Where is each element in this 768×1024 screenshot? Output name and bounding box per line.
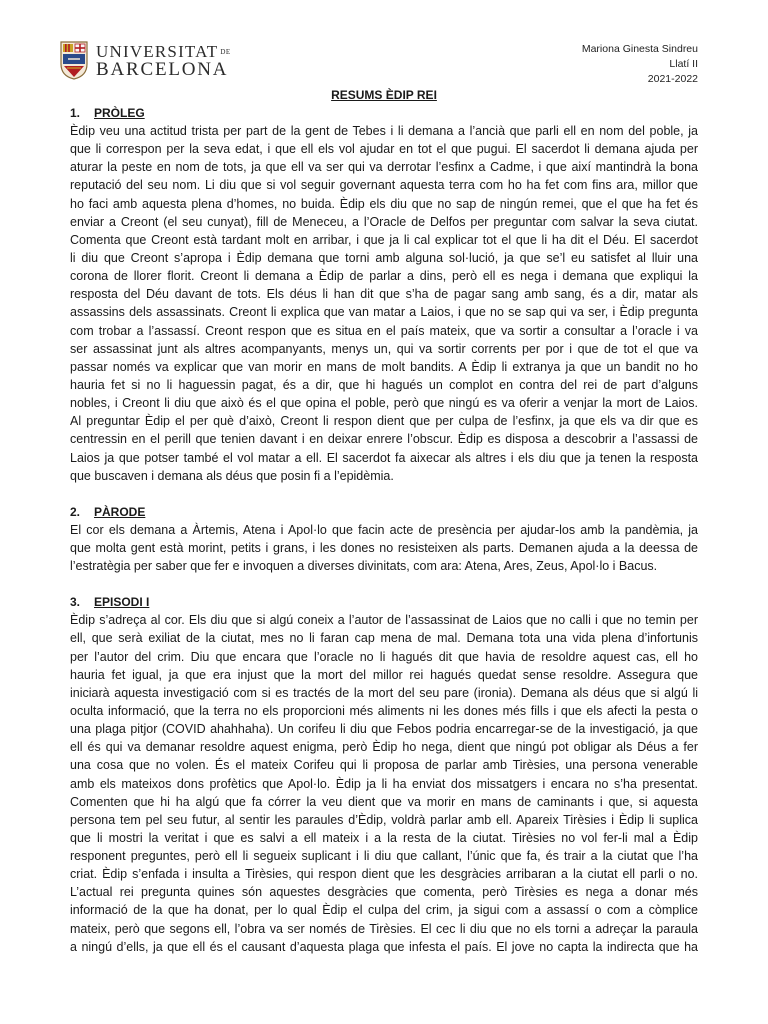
text-line: persona tem pel seu futur, al sentir les paraules d’Èdip, voldrà parlar amb ell. Apareix Tirèsies i Èdip li suplica — [70, 812, 698, 827]
text-line: oculta informació, que la terra no els proporcioni més aliments ni les dones més fills i que els afecti la pesta o — [70, 703, 698, 718]
text-line: ell és qui va demanar resoldre aquest enigma, però Èdip ho nega, dient que ningú pot obligar als Déus a fer — [70, 740, 698, 755]
text-line: centressin en el perill que tenien davant i en deixar enrere l’obscur. Èdip es disposa a descobrir a l’assassi de — [70, 432, 698, 447]
section-heading — [70, 593, 698, 611]
section-title: EPISODI I — [94, 595, 150, 610]
text-line: l’estratègia per saber que fer e invoquen a diverses divinitats, com ara: Atena, Ares, Zeus, Apol·lo i Bacus. — [70, 559, 658, 574]
text-line: una cosa que no volen. És el mateix Corifeu qui li proposa de parlar amb Tirèsies, una persona venerable — [70, 758, 698, 773]
section-title: PRÒLEG — [94, 106, 145, 120]
text-line: Èdip veu una actitud trista per part de la gent de Tebes i li demana a l’ancià que parli ell en nom del poble, ja — [70, 124, 698, 138]
section-gap — [70, 575, 698, 593]
section-heading — [70, 104, 698, 122]
section-text — [70, 521, 698, 575]
text-line: a ningú d’ells, ja que ell és el causant d’aquesta plaga que infesta el país. El jove no capta la indirecta que ha — [70, 939, 698, 954]
text-line: corona de llorer florit. Creont li demana a Èdip de parlar a dins, però ell es nega i demana que expliqui la — [70, 269, 698, 284]
logo-wordmark-line2: BARCELONA — [96, 59, 229, 80]
section-number: 1. — [70, 106, 81, 120]
university-crest-icon — [60, 40, 88, 80]
text-line: ser assassinat junt als altres acompanyants, menys un, qui va sortir corrents per por i que de tot el que va — [70, 341, 698, 356]
text-line: El cor els demana a Àrtemis, Atena i Apol·lo que facin acte de presència per ajudar-los amb la pandèmia, ja — [70, 522, 698, 537]
section-text — [70, 122, 698, 485]
text-line: li diu que Creont s’apropa i Èdip demana que torni amb alguna sol·lució, ja que se’l eu satisfet al lluir una — [70, 250, 698, 265]
text-line: mateix, però que segons ell, l’obra va ser només de Tirèsies. El cec li diu que no els torni a adreçar la paraula — [70, 921, 698, 936]
text-line: enviar a Creont (el seu cunyat), fill de Meneceu, a l’Oracle de Delfos per preguntar com salvar la seva ciutat. — [70, 214, 698, 229]
text-line: Èdip s’adreça al cor. Els diu que si algú coneix a l’autor de l’assassinat de Laios que no calli i que no temin per — [70, 613, 698, 628]
text-line: criat. Èdip s’enfada i insulta a Tirèsies, qui respon dient que les desgràcies arribaran a la ciutat ell parli o no. — [70, 867, 698, 882]
text-line: ho faci amb aquesta plena d’homes, no buida. Èdip els diu que no sap de ningún remei, que el que ha fet és — [70, 196, 698, 211]
text-line: per l’autor del crim. Diu que encara que l’oracle no li hagués dit que havia de resoldre aquest cas, ell ho — [70, 649, 698, 664]
section-number: 3. — [70, 595, 81, 610]
section-text — [70, 611, 698, 956]
text-line: reputació del seu nom. Li diu que si vol seguir governant aquesta terra com ho ha fet com fins ara, millor que — [70, 178, 698, 193]
text-line: Laios ja que potser també el vol matar a ell. El sacerdot fa aixecar als altres i els diu que ja tenen la resposta — [70, 450, 698, 465]
text-line: resposta del Déu davant de tots. Els déus li han dit que s’ha de pagar sang amb sang, és a dir, matar als — [70, 287, 698, 302]
course-name: Llatí II — [669, 58, 698, 70]
section-episodi-1 — [70, 593, 698, 956]
text-line: Al preguntar Èdip el per què d’això, Creont li respon dient que per culpa de l’esfinx, ja que els va dir que es — [70, 414, 698, 429]
text-line: que li mostri la veritat i que es salvi a ell mateix i a la resta de la ciutat. Tirèsies no vol fer-li mal a Èdip — [70, 830, 698, 845]
section-gap — [70, 485, 698, 503]
text-line: assassins dels assassinats. Creont li explica que van matar a Laios, i que no se sap qui va ser, i Èdip pregunta — [70, 305, 698, 320]
text-line: que buscaven i demana als déus que posin fi a l’epidèmia. — [70, 468, 394, 483]
document-title: RESUMS ÈDIP REI — [331, 88, 437, 102]
author-name: Mariona Ginesta Sindreu — [581, 43, 698, 55]
academic-year: 2021-2022 — [647, 73, 698, 85]
document-body — [70, 104, 698, 956]
section-parode — [70, 503, 698, 575]
text-line: Comenta que Creont està tardant molt en arribar, i que ja li cal explicar tot el que li ha dit el Déu. El sacerdot — [70, 232, 698, 247]
text-line: Comenten que hi ha algú que fa córrer la veu dient que va morir en mans de caminants i que, si aquesta — [70, 794, 698, 809]
text-line: que li correspon per la seva edat, i que ell els vol ajudar en tot el que pugui. El sacerdot li demana ajuda per — [70, 142, 698, 157]
text-line: hauria fet si no li haguessin pagat, és a dir, que hi hagués un complot en contra del rei de part d’alguns — [70, 377, 698, 392]
text-line: ell, que serà exiliat de la ciutat, mes no li faran cap mena de mal. Demana tota una vida plena d’infortunis — [70, 631, 698, 646]
text-line: que molta gent està morint, petits i grans, i les dones no resisteixen als parts. Demanen ajuda a la deessa de — [70, 540, 698, 555]
text-line: una plaga pitjor (COVID ahahhaha). Un corifeu li diu que Febos podria encarregar-se de la investigació, ja que — [70, 722, 698, 737]
text-line: iniciarà aquesta investigació com si es tractés de la mort del seu pare (ironia). Demana als déus que si algú li — [70, 685, 698, 700]
text-line: amb els mateixos dons profètics que Apol·lo. Èdip ja li ha enviat dos missatgers i encara no s’ha presentat. — [70, 776, 698, 791]
text-line: L’actual rei pregunta quines són aquestes desgràcies que comenta, però Tirèsies es nega a donar més — [70, 885, 698, 900]
text-line: responent preguntes, però ell li segueix suplicant i li diu que callant, l’únic que fa, és trair a la ciutat que l’ha — [70, 849, 698, 864]
section-proleg — [70, 104, 698, 485]
section-heading — [70, 503, 698, 521]
text-line: hauria fet igual, ja que era injust que la mort del millor rei hagués quedat sense resoldre. Assegura que — [70, 667, 698, 682]
author-info — [582, 42, 698, 87]
text-line: com trobar a l’assassí. Creont respon que es situa en el país mateix, que va sortir a consultar a l’oracle i va — [70, 323, 698, 338]
text-line: nobles, i Creont li diu que això és el que opina el poble, però que ningú es va oferir a venjar la mort de Laios. — [70, 396, 698, 411]
section-title: PÀRODE — [94, 504, 146, 519]
text-line: aturar la peste en nom de tots, ja que ell va ser qui va derrotar l’esfinx a Cadme, i que així mantindrà la bona — [70, 160, 698, 175]
text-line: passar només va explicar que van morir en mans de molt bandits. A Èdip li extranya ja que un bandit no ho — [70, 359, 698, 374]
logo-wordmark-line1: UNIVERSITAT DE — [96, 42, 231, 61]
section-number: 2. — [70, 504, 81, 519]
university-logo — [60, 40, 231, 82]
text-line: informació de la que ha donat, per lo qual Èdip el culpa del crim, ja sigui com a assassí o com a còmplice — [70, 903, 698, 918]
